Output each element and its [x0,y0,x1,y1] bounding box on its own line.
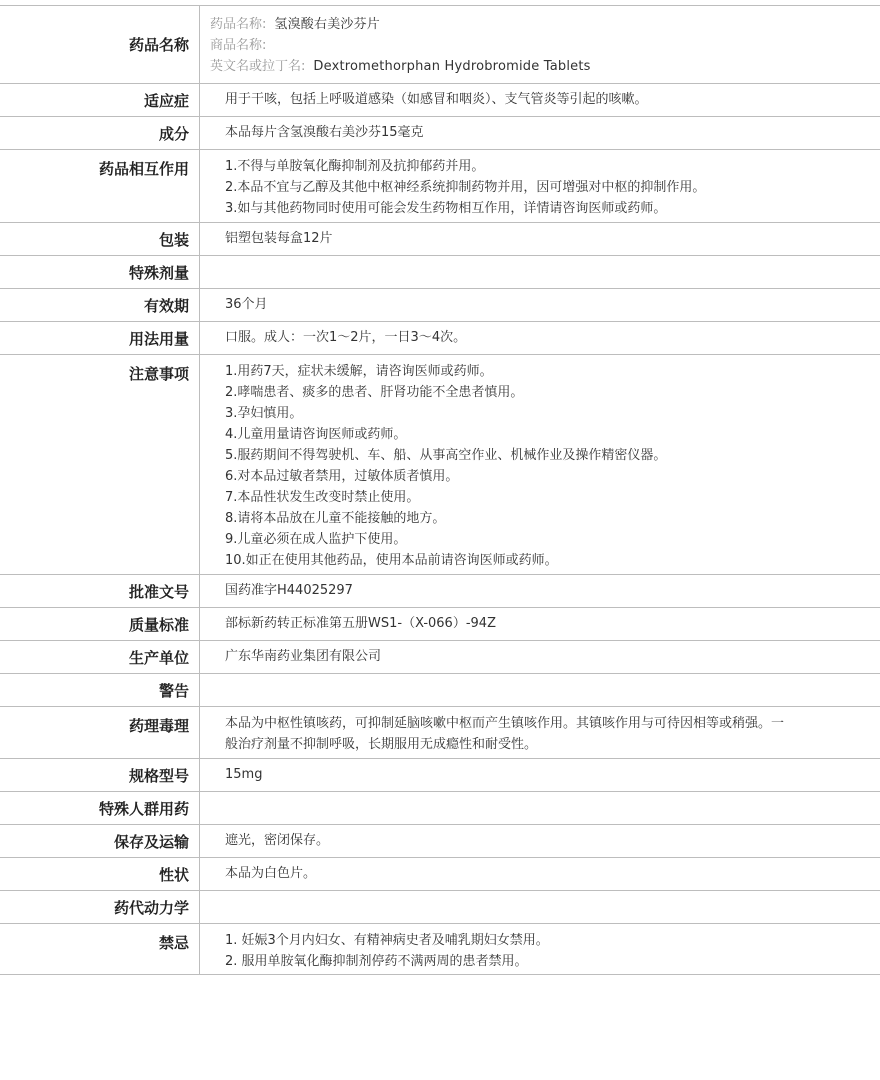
label-spec: 规格型号 [0,759,200,791]
value-precautions [200,355,880,574]
trade-name-line [210,35,870,56]
value-spec: 15mg [225,767,263,782]
row-package [0,222,880,255]
label-manufacturer: 生产单位 [0,641,200,673]
label-storage: 保存及运输 [0,825,200,857]
row-interactions [0,149,880,222]
label-package: 包装 [0,223,200,255]
row-drug-name [0,5,880,83]
label-interactions: 药品相互作用 [0,150,200,222]
value-validity: 36个月 [225,297,268,312]
row-storage [0,824,880,857]
row-standard [0,607,880,640]
value-appearance: 本品为白色片。 [225,866,317,881]
label-drug-name: 药品名称 [0,6,200,83]
row-manufacturer [0,640,880,673]
label-precautions: 注意事项 [0,355,200,574]
label-warning: 警告 [0,674,200,706]
value-warning [200,674,880,706]
precaution-line: 7.本品性状发生改变时禁止使用。 [225,490,420,505]
label-appearance: 性状 [0,858,200,890]
generic-name-value: 氢溴酸右美沙芬片 [274,17,380,32]
value-ingredients: 本品每片含氢溴酸右美沙芬15毫克 [225,125,424,140]
precaution-line: 1.用药7天，症状未缓解，请咨询医师或药师。 [225,364,493,379]
value-usage: 口服。成人：一次1～2片，一日3～4次。 [225,330,467,345]
row-pharmacology [0,706,880,758]
value-storage: 遮光，密闭保存。 [225,833,330,848]
row-spec [0,758,880,791]
value-pharmacokinetics [200,891,880,923]
contraindication-line: 1. 妊娠3个月内妇女、有精神病史者及哺乳期妇女禁用。 [225,933,549,948]
interaction-line: 1.不得与单胺氧化酶抑制剂及抗抑郁药并用。 [225,159,485,174]
trade-name-label: 商品名称: [210,38,267,53]
english-name-label: 英文名或拉丁名: [210,59,306,74]
value-drug-names [200,6,880,83]
row-precautions [0,354,880,574]
row-ingredients [0,116,880,149]
value-approval: 国药准字H44025297 [225,583,353,598]
row-contraindications [0,923,880,975]
row-validity [0,288,880,321]
precaution-line: 2.哮喘患者、痰多的患者、肝肾功能不全患者慎用。 [225,385,524,400]
row-pharmacokinetics [0,890,880,923]
value-standard: 部标新药转正标准第五册WS1-（X-066）-94Z [225,616,496,631]
label-approval: 批准文号 [0,575,200,607]
label-standard: 质量标准 [0,608,200,640]
label-special-dosage: 特殊剂量 [0,256,200,288]
label-pharmacology: 药理毒理 [0,707,200,758]
row-usage [0,321,880,354]
label-pharmacokinetics: 药代动力学 [0,891,200,923]
value-package: 铝塑包装每盒12片 [225,231,333,246]
contraindication-line: 2. 服用单胺氧化酶抑制剂停药不满两周的患者禁用。 [225,954,528,969]
label-special-population: 特殊人群用药 [0,792,200,824]
interaction-line: 3.如与其他药物同时使用可能会发生药物相互作用，详情请咨询医师或药师。 [225,201,667,216]
drug-info-table [0,5,880,975]
row-appearance [0,857,880,890]
generic-name-line [210,14,870,35]
label-indication: 适应症 [0,84,200,116]
precaution-line: 9.儿童必须在成人监护下使用。 [225,532,407,547]
value-manufacturer: 广东华南药业集团有限公司 [225,649,382,664]
value-indication: 用于干咳，包括上呼吸道感染（如感冒和咽炎）、支气管炎等引起的咳嗽。 [225,92,648,107]
english-name-line [210,56,870,77]
row-approval [0,574,880,607]
label-usage: 用法用量 [0,322,200,354]
label-validity: 有效期 [0,289,200,321]
label-contraindications: 禁忌 [0,924,200,974]
interaction-line: 2.本品不宜与乙醇及其他中枢神经系统抑制药物并用，因可增强对中枢的抑制作用。 [225,180,706,195]
row-warning [0,673,880,706]
precaution-line: 4.儿童用量请咨询医师或药师。 [225,427,407,442]
precaution-line: 6.对本品过敏者禁用，过敏体质者慎用。 [225,469,459,484]
pharmacology-text: 本品为中枢性镇咳药，可抑制延脑咳嗽中枢而产生镇咳作用。其镇咳作用与可待因相等或稍强。一般治疗剂量不抑制呼吸，长期服用无成瘾性和耐受性。 [225,716,785,752]
row-special-population [0,791,880,824]
english-name-value: Dextromethorphan Hydrobromide Tablets [313,59,591,74]
precaution-line: 5.服药期间不得驾驶机、车、船、从事高空作业、机械作业及操作精密仪器。 [225,448,667,463]
value-pharmacology [200,707,880,758]
row-special-dosage [0,255,880,288]
value-special-dosage [200,256,880,288]
precaution-line: 10.如正在使用其他药品，使用本品前请咨询医师或药师。 [225,553,558,568]
precaution-line: 3.孕妇慎用。 [225,406,303,421]
value-special-population [200,792,880,824]
precaution-line: 8.请将本品放在儿童不能接触的地方。 [225,511,446,526]
value-contraindications [200,924,880,974]
value-interactions [200,150,880,222]
label-ingredients: 成分 [0,117,200,149]
row-indication [0,83,880,116]
generic-name-label: 药品名称: [210,17,267,32]
